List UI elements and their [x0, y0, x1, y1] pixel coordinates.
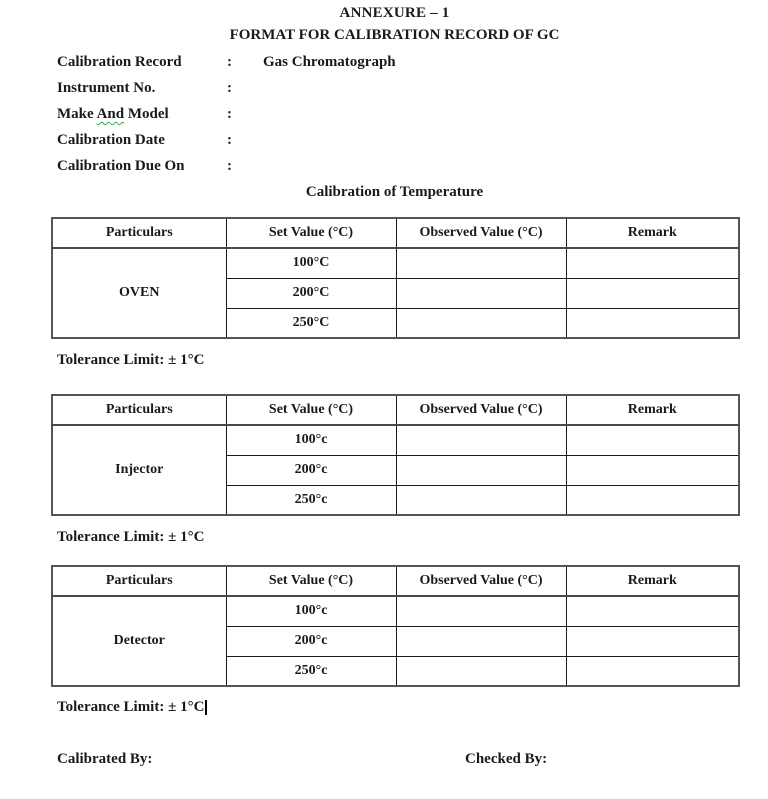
signature-row [51, 751, 738, 771]
remark-cell[interactable] [566, 248, 739, 278]
field-colon: : [227, 132, 232, 148]
set-value-cell: 200°c [226, 626, 396, 656]
set-value-cell: 100°C [226, 248, 396, 278]
set-value-cell: 250°C [226, 308, 396, 338]
set-value-cell: 250°c [226, 485, 396, 515]
col-header-remark: Remark [566, 395, 739, 425]
calibration-table-detector [51, 565, 740, 687]
label-part: Make [57, 106, 97, 122]
section-heading: Calibration of Temperature [305, 184, 484, 200]
field-row-calibration-due-on [57, 153, 738, 179]
set-value-cell: 100°c [226, 596, 396, 626]
calibration-table-oven [51, 217, 740, 339]
observed-value-cell[interactable] [396, 248, 566, 278]
col-header-remark: Remark [566, 218, 739, 248]
field-row-make-and-model [57, 101, 738, 127]
set-value-cell: 100°c [226, 425, 396, 455]
field-label: Instrument No. [57, 80, 156, 96]
label-part: Model [124, 106, 169, 122]
tolerance-note-oven: Tolerance Limit: ± 1°C [57, 352, 205, 368]
observed-value-cell[interactable] [396, 626, 566, 656]
particular-cell-oven: OVEN [52, 248, 226, 338]
header-fields [57, 49, 738, 179]
observed-value-cell[interactable] [396, 656, 566, 686]
field-row-calibration-date [57, 127, 738, 153]
table-row [52, 248, 739, 278]
field-label: Calibration Record [57, 54, 182, 70]
text-cursor [205, 700, 207, 715]
set-value-cell: 200°C [226, 278, 396, 308]
observed-value-cell[interactable] [396, 425, 566, 455]
remark-cell[interactable] [566, 626, 739, 656]
field-colon: : [227, 80, 232, 96]
remark-cell[interactable] [566, 425, 739, 455]
remark-cell[interactable] [566, 278, 739, 308]
col-header-observed-value: Observed Value (°C) [396, 218, 566, 248]
tolerance-note-detector [57, 699, 738, 715]
observed-value-cell[interactable] [396, 596, 566, 626]
table-row [52, 596, 739, 626]
calibrated-by-label: Calibrated By: [57, 751, 153, 767]
set-value-cell: 200°c [226, 455, 396, 485]
observed-value-cell[interactable] [396, 455, 566, 485]
field-label: Calibration Date [57, 132, 165, 148]
field-label [57, 101, 227, 127]
observed-value-cell[interactable] [396, 278, 566, 308]
remark-cell[interactable] [566, 656, 739, 686]
field-colon: : [227, 158, 232, 174]
particular-cell-injector: Injector [52, 425, 226, 515]
col-header-remark: Remark [566, 566, 739, 596]
field-colon: : [227, 106, 232, 122]
particular-cell-detector: Detector [52, 596, 226, 686]
field-value-calibration-record[interactable]: Gas Chromatograph [263, 54, 396, 70]
col-header-particulars: Particulars [52, 566, 226, 596]
remark-cell[interactable] [566, 596, 739, 626]
table-header-row [52, 395, 739, 425]
set-value-cell: 250°c [226, 656, 396, 686]
observed-value-cell[interactable] [396, 485, 566, 515]
remark-cell[interactable] [566, 308, 739, 338]
col-header-observed-value: Observed Value (°C) [396, 395, 566, 425]
table-header-row [52, 218, 739, 248]
checked-by-label: Checked By: [465, 751, 548, 767]
remark-cell[interactable] [566, 455, 739, 485]
observed-value-cell[interactable] [396, 308, 566, 338]
col-header-observed-value: Observed Value (°C) [396, 566, 566, 596]
field-row-instrument-no [57, 75, 738, 101]
tolerance-note-injector: Tolerance Limit: ± 1°C [57, 529, 205, 545]
table-row [52, 425, 739, 455]
field-row-calibration-record [57, 49, 738, 75]
field-colon: : [227, 54, 232, 70]
field-label: Calibration Due On [57, 158, 185, 174]
calibration-table-injector [51, 394, 740, 516]
spellcheck-flagged-word: And [96, 106, 125, 122]
table-header-row [52, 566, 739, 596]
document-title: ANNEXURE – 1 [339, 5, 450, 21]
tolerance-text: Tolerance Limit: ± 1°C [57, 699, 205, 715]
col-header-particulars: Particulars [52, 395, 226, 425]
remark-cell[interactable] [566, 485, 739, 515]
col-header-set-value: Set Value (°C) [226, 218, 396, 248]
col-header-particulars: Particulars [52, 218, 226, 248]
col-header-set-value: Set Value (°C) [226, 395, 396, 425]
col-header-set-value: Set Value (°C) [226, 566, 396, 596]
document-subtitle: FORMAT FOR CALIBRATION RECORD OF GC [229, 27, 560, 43]
